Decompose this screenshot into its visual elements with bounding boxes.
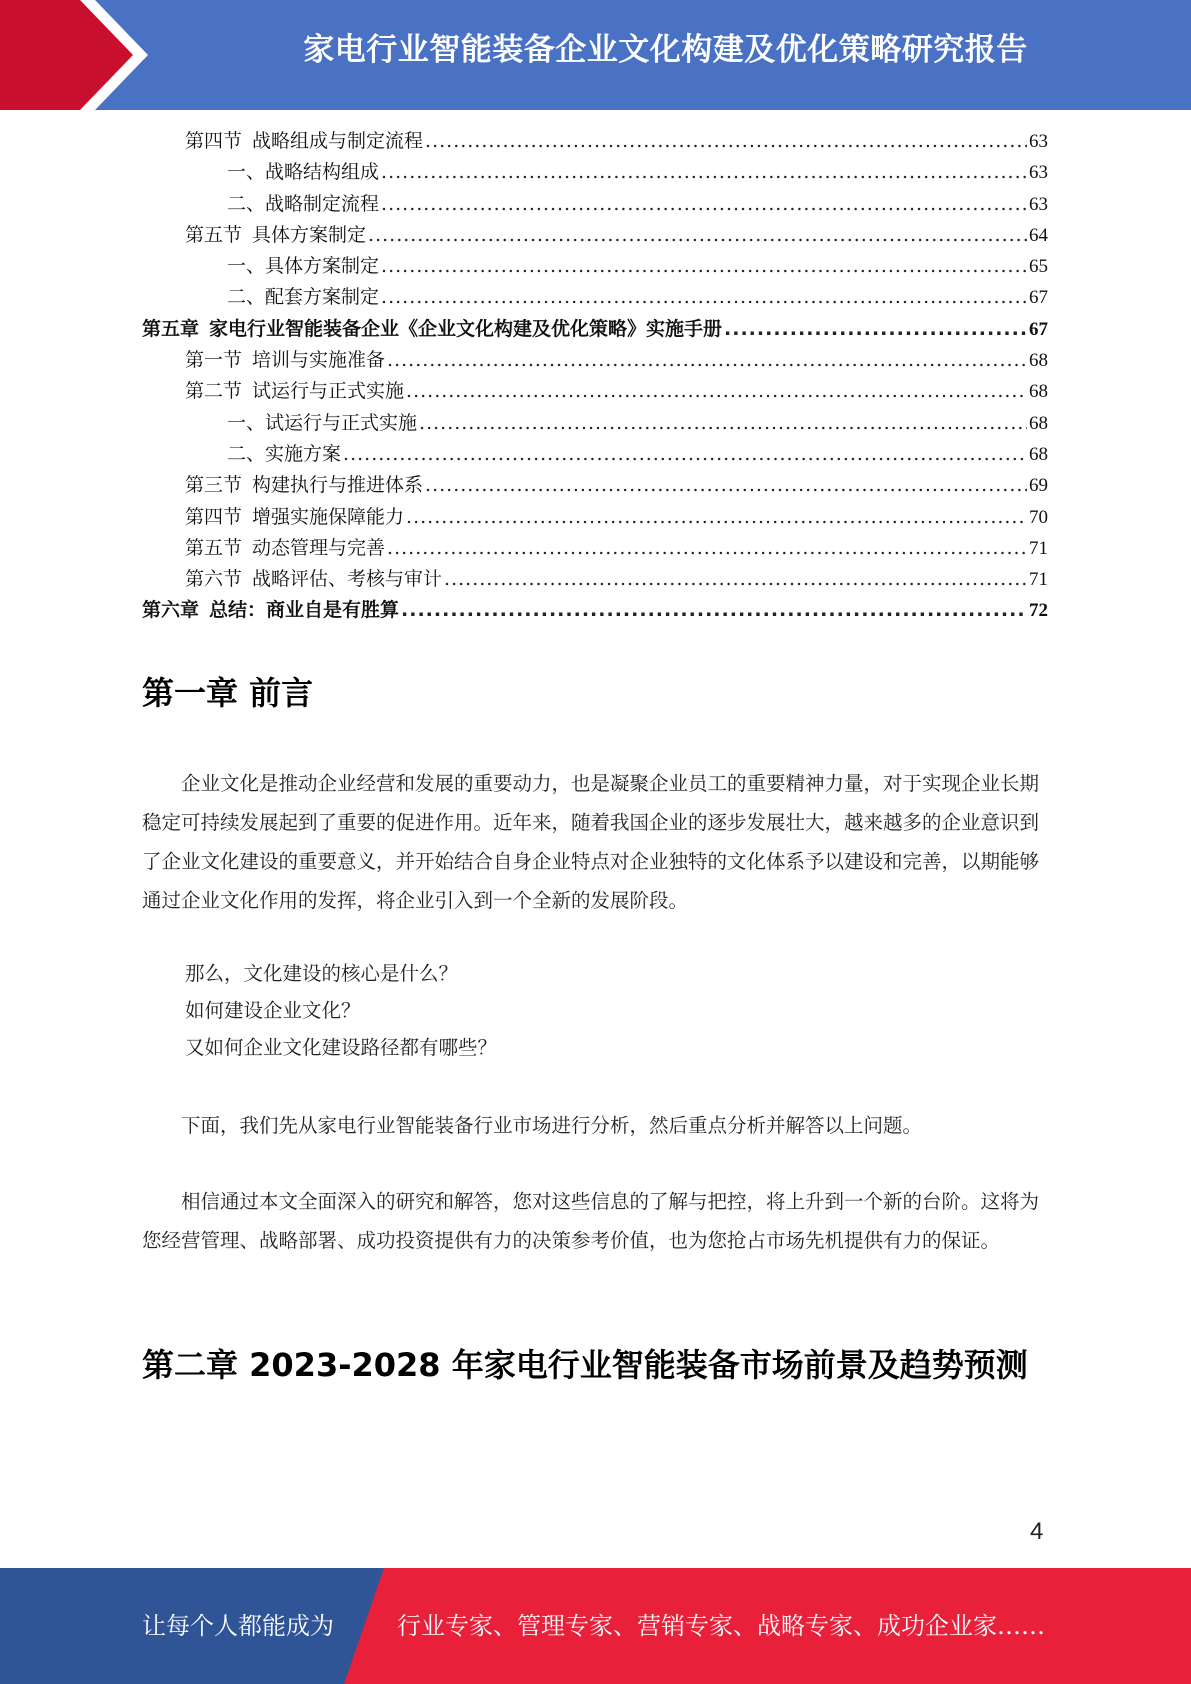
- footer-slogan-right: 行业专家、管理专家、营销专家、战略专家、成功企业家……: [397, 1612, 1045, 1640]
- toc-dot-leader: [401, 595, 1027, 626]
- toc-entry-number: 二、: [227, 192, 266, 215]
- toc-entry[interactable]: [142, 282, 1048, 313]
- table-of-contents: [142, 126, 1048, 627]
- toc-entry-title: 增强实施保障能力: [252, 505, 405, 528]
- toc-entry-title: 战略结构组成: [265, 161, 380, 184]
- toc-entry-page: 68: [1029, 381, 1048, 403]
- toc-entry-title: 试运行与正式实施: [252, 380, 405, 403]
- toc-dot-leader: [381, 157, 1027, 188]
- toc-dot-leader: [343, 439, 1027, 470]
- chapter-1-paragraph-2: 下面，我们先从家电行业智能装备行业市场进行分析，然后重点分析并解答以上问题。: [181, 1114, 923, 1137]
- toc-entry-title: 战略组成与制定流程: [252, 130, 424, 152]
- toc-entry[interactable]: [142, 314, 1048, 345]
- toc-entry-page: 70: [1029, 506, 1048, 528]
- toc-dot-leader: [425, 470, 1027, 501]
- chapter-1-paragraph-1: 企业文化是推动企业经营和发展的重要动力，也是凝聚企业员工的重要精神力量，对于实现企业长期稳定可持续发展起到了重要的促进作用。近年来，随着我国企业的逐步发展壮大，越来越多的企业意识到了企业文化建设的重要意义，并开始结合自身企业特点对企业独特的文化体系予以建设和完善，以期能够通过企业文化作用的发挥，将企业引入到一个全新的发展阶段。: [142, 772, 1040, 912]
- toc-entry[interactable]: [142, 251, 1048, 282]
- toc-entry-title: 配套方案制定: [265, 286, 380, 309]
- toc-entry-number: 一、: [227, 255, 266, 278]
- toc-entry-number: 第六节: [185, 568, 243, 591]
- toc-entry-page: 68: [1029, 443, 1048, 465]
- toc-entry-page: 72: [1029, 600, 1048, 622]
- chapter-1-paragraph-3: 相信通过本文全面深入的研究和解答，您对这些信息的了解与把控，将上升到一个新的台阶。这将为您经营管理、战略部署、成功投资提供有力的决策参考价值，也为您抢占市场先机提供有力的保证。: [142, 1190, 1040, 1252]
- toc-entry-number: 第四节: [185, 130, 243, 152]
- chapter-1-heading: 第一章 前言: [142, 674, 314, 712]
- toc-entry-page: 71: [1029, 537, 1048, 559]
- toc-entry-title: 具体方案制定: [265, 255, 380, 278]
- toc-entry-number: 第四节: [185, 505, 243, 528]
- toc-entry-title: 构建执行与推进体系: [252, 474, 424, 497]
- toc-dot-leader: [368, 220, 1027, 251]
- chapter-2-heading: 第二章 2023-2028 年家电行业智能装备市场前景及趋势预测: [142, 1346, 1028, 1384]
- toc-entry-page: 68: [1029, 412, 1048, 434]
- toc-entry-page: 69: [1029, 475, 1048, 497]
- toc-dot-leader: [387, 533, 1027, 564]
- toc-entry-number: 第一节: [185, 349, 243, 372]
- toc-entry[interactable]: [142, 157, 1048, 188]
- toc-entry-title: 战略评估、考核与审计: [252, 568, 443, 591]
- toc-entry[interactable]: [142, 408, 1048, 439]
- toc-entry-number: 第三节: [185, 474, 243, 497]
- toc-entry-title: 战略制定流程: [265, 192, 380, 215]
- toc-entry[interactable]: [142, 189, 1048, 220]
- toc-entry-page: 64: [1029, 224, 1048, 246]
- toc-dot-leader: [387, 345, 1027, 376]
- toc-entry-number: 第五节: [185, 536, 243, 559]
- toc-entry[interactable]: [142, 502, 1048, 533]
- toc-entry-page: 68: [1029, 350, 1048, 372]
- toc-entry[interactable]: [142, 376, 1048, 407]
- toc-entry-title: 具体方案制定: [252, 223, 367, 246]
- toc-entry[interactable]: [142, 220, 1048, 251]
- toc-entry[interactable]: [142, 564, 1048, 595]
- toc-entry[interactable]: [142, 595, 1048, 626]
- toc-dot-leader: [381, 251, 1027, 282]
- toc-entry-title: 总结：商业自是有胜算: [209, 599, 400, 622]
- toc-entry-number: 二、: [227, 286, 266, 309]
- toc-entry-number: 二、: [227, 442, 266, 465]
- toc-entry-title: 试运行与正式实施: [265, 411, 418, 434]
- toc-entry-page: 63: [1029, 193, 1048, 215]
- toc-dot-leader: [381, 282, 1027, 313]
- toc-dot-leader: [381, 189, 1027, 220]
- toc-entry[interactable]: [142, 470, 1048, 501]
- page-number: 4: [1030, 1518, 1044, 1545]
- page-header: [0, 0, 1191, 110]
- toc-entry-page: 63: [1029, 162, 1048, 184]
- toc-entry-number: 第五章: [142, 317, 200, 340]
- toc-entry-page: 67: [1029, 287, 1048, 309]
- toc-entry-title: 实施方案: [265, 442, 342, 465]
- page-footer: [0, 1568, 1191, 1684]
- toc-entry-title: 家电行业智能装备企业《企业文化构建及优化策略》实施手册: [209, 317, 723, 340]
- footer-slogan-left: 让每个人都能成为: [142, 1612, 334, 1640]
- toc-dot-leader: [406, 376, 1027, 407]
- toc-entry-number: 第二节: [185, 380, 243, 403]
- toc-entry-title: 动态管理与完善: [252, 536, 386, 559]
- toc-entry[interactable]: [142, 126, 1048, 157]
- toc-entry-page: 71: [1029, 569, 1048, 591]
- toc-entry[interactable]: [142, 439, 1048, 470]
- toc-entry[interactable]: [142, 533, 1048, 564]
- question-2: 如何建设企业文化？: [185, 999, 361, 1022]
- report-title: 家电行业智能装备企业文化构建及优化策略研究报告: [303, 32, 1028, 68]
- toc-dot-leader: [425, 126, 1027, 157]
- toc-entry-number: 第六章: [142, 599, 200, 622]
- toc-dot-leader: [406, 502, 1027, 533]
- toc-dot-leader: [419, 408, 1027, 439]
- toc-entry-page: 65: [1029, 256, 1048, 278]
- toc-entry-number: 一、: [227, 161, 266, 184]
- question-1: 那么，文化建设的核心是什么？: [185, 962, 459, 985]
- question-3: 又如何企业文化建设路径都有哪些？: [185, 1036, 498, 1059]
- toc-entry-title: 培训与实施准备: [252, 349, 386, 372]
- toc-dot-leader: [724, 314, 1027, 345]
- toc-entry[interactable]: [142, 345, 1048, 376]
- toc-entry-number: 一、: [227, 411, 266, 434]
- toc-entry-page: 63: [1029, 131, 1048, 152]
- toc-entry-page: 67: [1029, 318, 1048, 340]
- toc-dot-leader: [444, 564, 1027, 595]
- toc-entry-number: 第五节: [185, 223, 243, 246]
